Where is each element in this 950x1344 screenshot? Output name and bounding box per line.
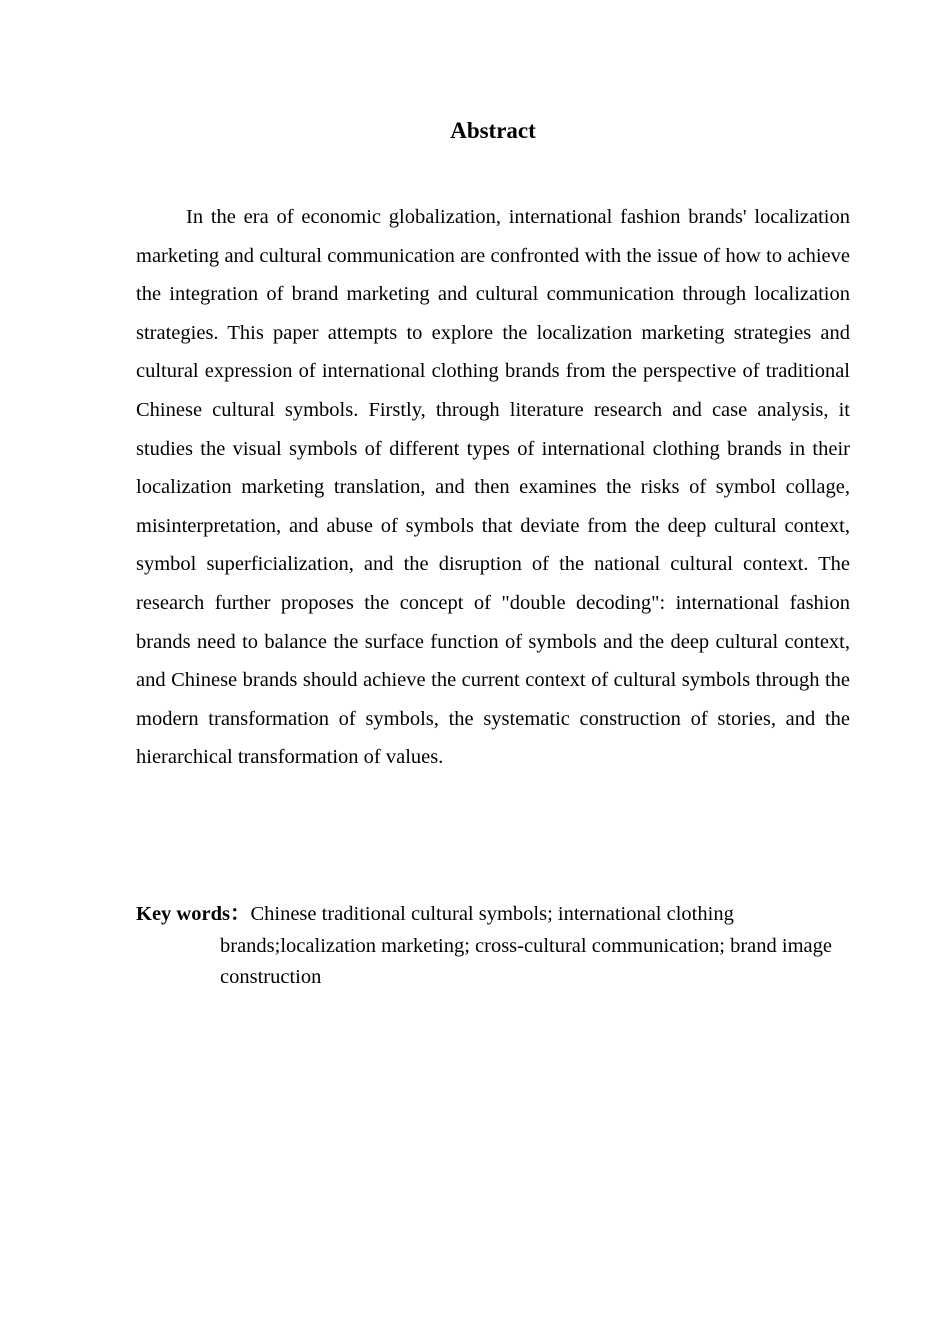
keywords-section	[136, 899, 850, 994]
abstract-title: Abstract	[450, 118, 536, 143]
keywords-label: Key words：	[136, 903, 251, 925]
keywords-text: Chinese traditional cultural symbols; international clothing brands;localization marketing; cross-cultural communication; brand image construction	[220, 903, 832, 988]
abstract-paragraph: In the era of economic globalization, international fashion brands' localization marketing and cultural communication are confronted with the issue of how to achieve the integration of brand marketing and cultural communication through localization strategies. This paper attempts to explore the localization marketing strategies and cultural expression of international clothing brands from the perspective of traditional Chinese cultural symbols. Firstly, through literature research and case analysis, it studies the visual symbols of different types of international clothing brands in their localization marketing translation, and then examines the risks of symbol collage, misinterpretation, and abuse of symbols that deviate from the deep cultural context, symbol superficialization, and the disruption of the national cultural context. The research further proposes the concept of "double decoding": international fashion brands need to balance the surface function of symbols and the deep cultural context, and Chinese brands should achieve the current context of cultural symbols through the modern transformation of symbols, the systematic construction of stories, and the hierarchical transformation of values.	[136, 206, 850, 769]
